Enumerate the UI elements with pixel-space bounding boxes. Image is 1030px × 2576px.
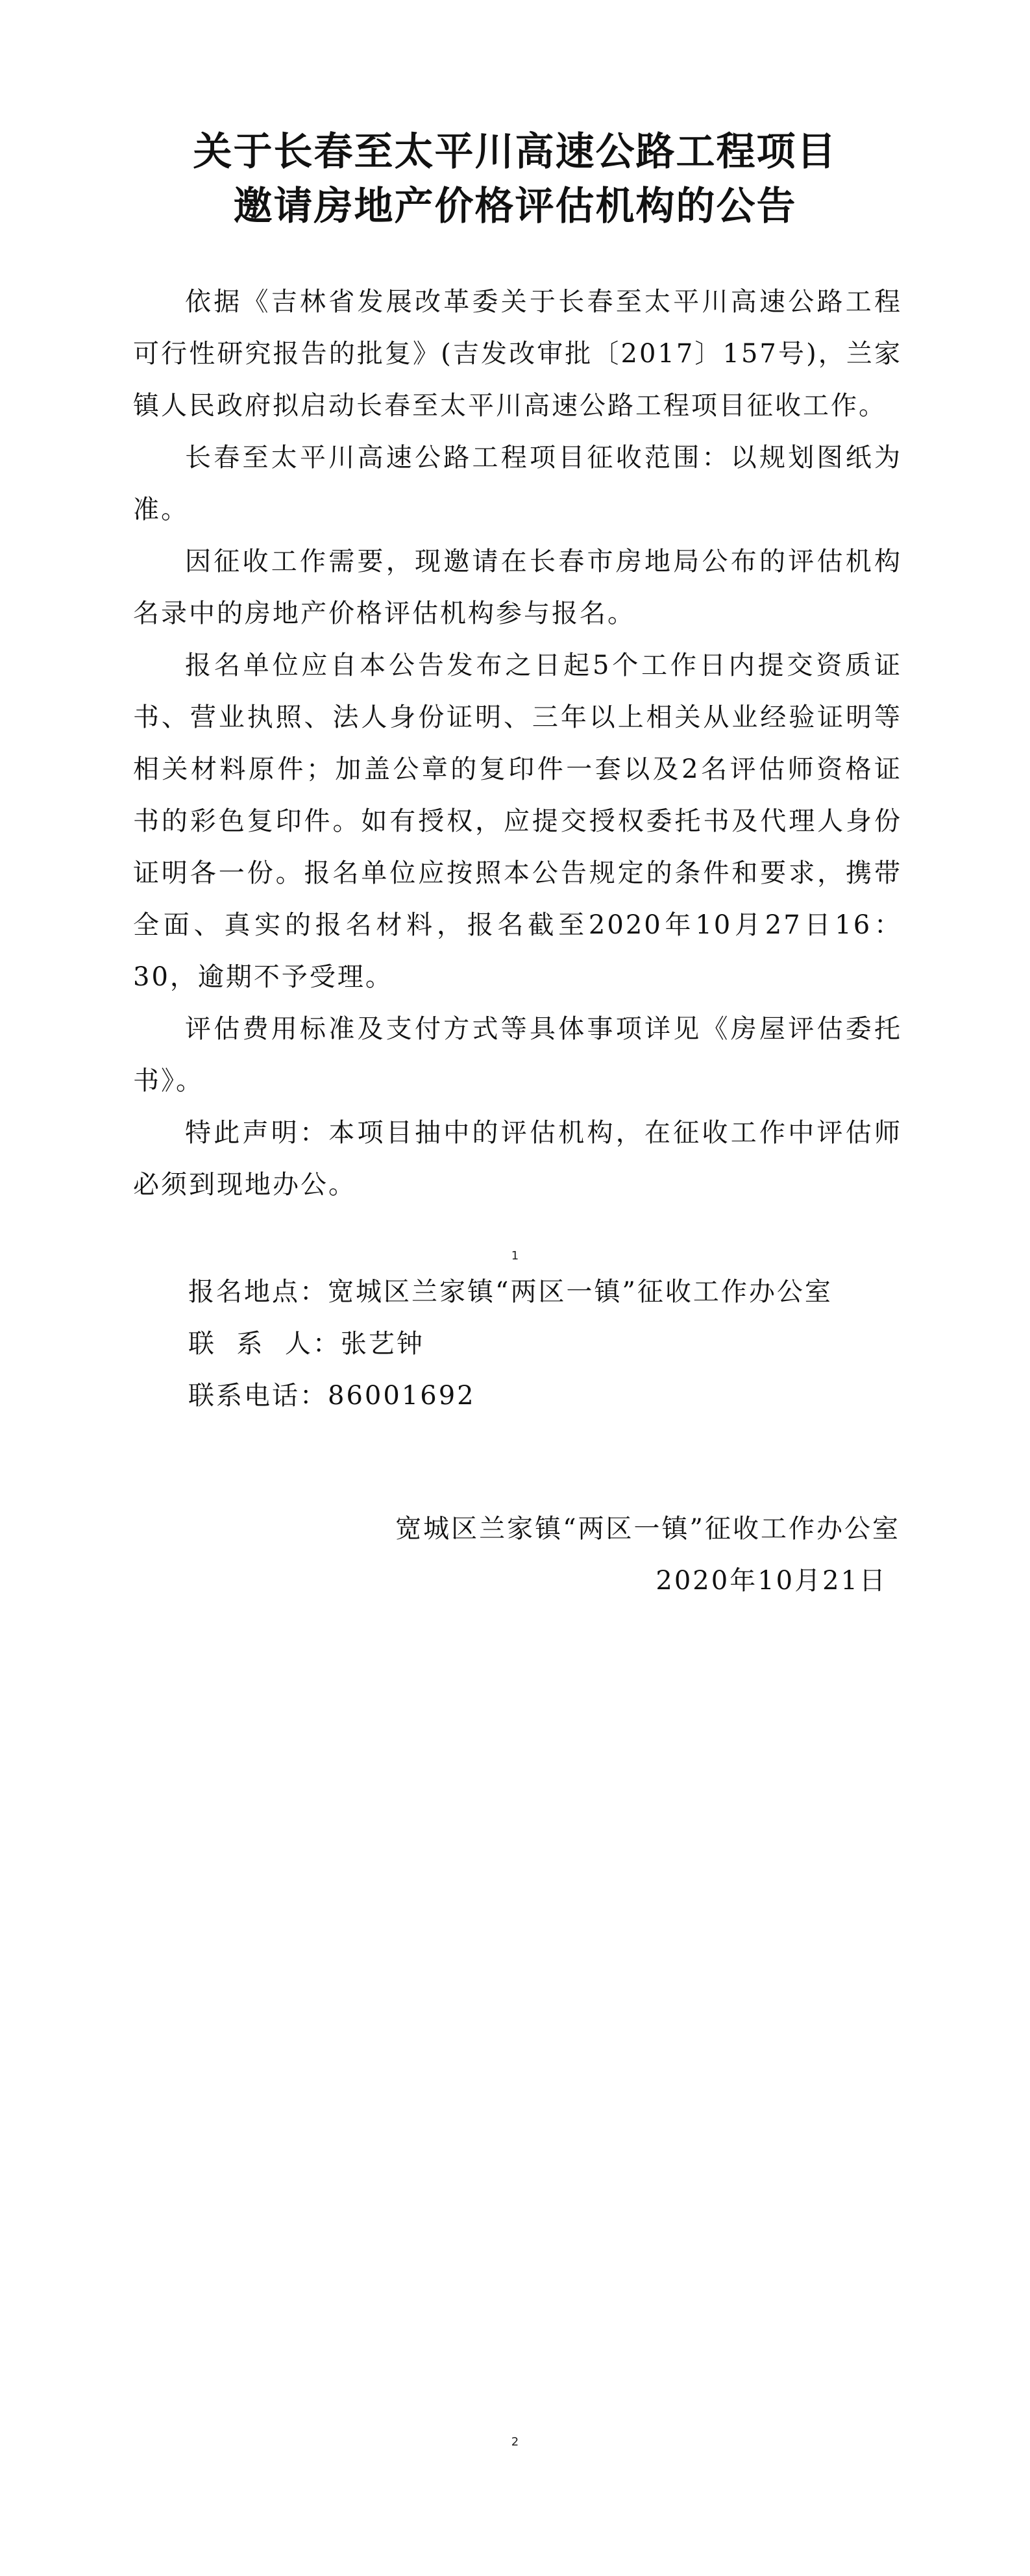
paragraph-requirements: 报名单位应自本公告发布之日起5个工作日内提交资质证书、营业执照、法人身份证明、三年以上相关从业经验证明等相关材料原件；加盖公章的复印件一套以及2名评估师资格证书的彩色复印件。如有授权，应提交授权委托书及代理人身份证明各一份。报名单位应按照本公告规定的条件和要求，携带全面、真实的报名材料，报名截至2020年10月27日16：30，逾期不予受理。: [133, 650, 902, 992]
page-number: 2: [511, 2435, 519, 2449]
issuing-office: 宽城区兰家镇“两区一镇”征收工作办公室: [395, 1514, 900, 1544]
page-number: 1: [511, 1249, 519, 1263]
signature-block: [395, 1503, 900, 1607]
paragraph-basis: 依据《吉林省发展改革委关于长春至太平川高速公路工程可行性研究报告的批复》(吉发改审批〔2017〕157号)，兰家镇人民政府拟启动长春至太平川高速公路工程项目征收工作。: [133, 287, 902, 421]
paragraph-invitation: 因征收工作需要，现邀请在长春市房地局公布的评估机构名录中的房地产价格评估机构参与报名。: [133, 547, 902, 628]
document-title-line-1: 关于长春至太平川高速公路工程项目: [193, 129, 837, 175]
paragraph-fees: 评估费用标准及支付方式等具体事项详见《房屋评估委托书》。: [133, 1014, 902, 1096]
issue-date: 2020年10月21日: [656, 1566, 887, 1596]
document-title-line-2: 邀请房地产价格评估机构的公告: [233, 184, 797, 229]
registration-location: 报名地点：宽城区兰家镇“两区一镇”征收工作办公室: [188, 1277, 833, 1307]
contact-person: 联 系 人：张艺钟: [188, 1329, 424, 1359]
paragraph-statement: 特此声明：本项目抽中的评估机构，在征收工作中评估师必须到现地办公。: [133, 1118, 902, 1200]
contact-info: [188, 1266, 833, 1422]
contact-phone: 联系电话：86001692: [188, 1381, 476, 1411]
paragraph-scope: 长春至太平川高速公路工程项目征收范围：以规划图纸为准。: [133, 443, 902, 525]
announcement-body: [133, 276, 902, 1211]
